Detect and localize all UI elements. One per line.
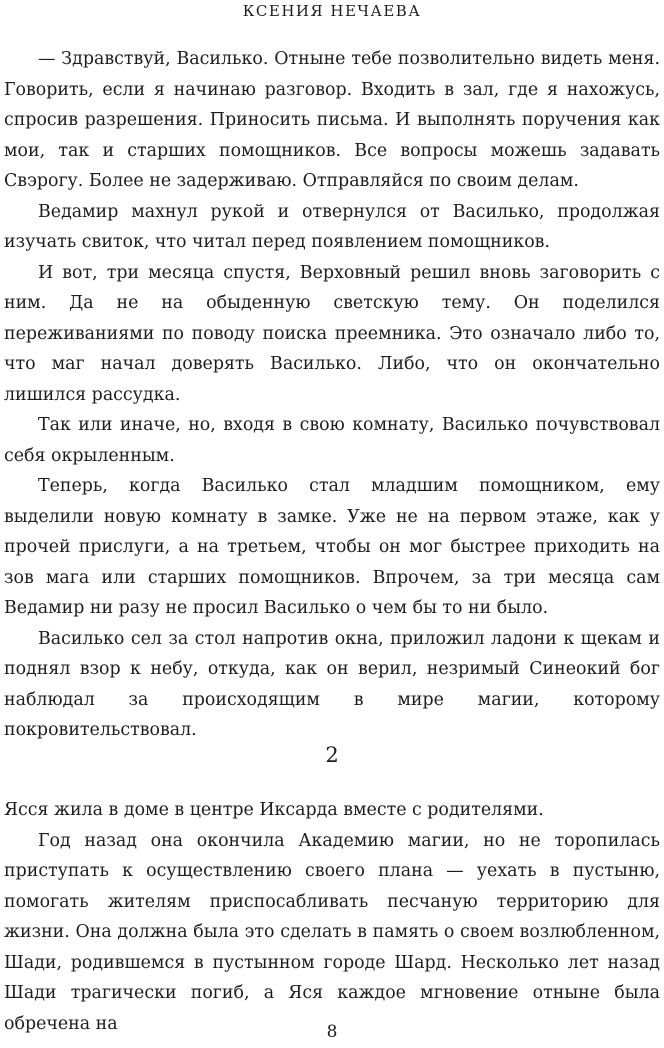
paragraph: Теперь, когда Василько стал младшим помощником, ему выделили новую комнату в замке. Уже не на первом этаже, как у прочей прислуги, а на третьем, чтобы он мог быстрее приходить на зов мага или старших помощников. Впрочем, за три месяца сам Ведамир ни разу не просил Василько о чем бы то ни было. <box>4 476 660 618</box>
chapter-number <box>0 740 664 770</box>
paragraph: И вот, три месяца спустя, Верховный решил вновь заговорить с ним. Да не на обыденную светскую тему. Он поделился переживаниями по поводу поиска преемника. Это означало либо то, что маг начал доверять Василько. Либо, что он окончательно лишился рассудка. <box>4 262 660 405</box>
paragraph: Ведамир махнул рукой и отвернулся от Василько, продолжая изучать свиток, что читал перед появлением помощников. <box>4 201 660 252</box>
page-number-text: 8 <box>326 1022 338 1042</box>
page-number <box>0 1020 664 1044</box>
running-header <box>0 0 664 22</box>
paragraph: Год назад она окончила Академию магии, но не торопилась приступать к осуществлению своего плана — уехать в пустыню, помогать жителям приспосабливать песчаную территорию для жизни. Она должна была это сделать в память о своем возлюбленном, Шади, родившемся в пустынном городе Шард. Несколько лет назад Шади трагически погиб, а Яся каждое мгновение отныне была обречена на <box>4 830 660 1034</box>
paragraph: Ясся жила в доме в центре Иксарда вместе с родителями. <box>4 800 544 820</box>
chapter-2-body <box>4 795 660 1039</box>
chapter-1-body <box>4 44 660 746</box>
author-name: КСЕНИЯ НЕЧАЕВА <box>242 2 422 20</box>
paragraph: Так или иначе, но, входя в свою комнату, Василько почувствовал себя окрыленным. <box>4 415 660 466</box>
chapter-number-text: 2 <box>325 743 339 767</box>
paragraph: Василько сел за стол напротив окна, приложил ладони к щекам и поднял взор к небу, откуда, как он верил, незримый Синеокий бог наблюдал за происходящим в мире магии, которому покровительствовал. <box>4 628 660 740</box>
paragraph: — Здравствуй, Василько. Отныне тебе позволительно видеть меня. Говорить, если я начинаю разговор. Входить в зал, где я нахожусь, спросив разрешения. Приносить письма. И выполнять поручения как мои, так и старших помощников. Все вопросы можешь задавать Свэрогу. Более не задерживаю. Отправляйся по своим делам. <box>4 49 660 191</box>
